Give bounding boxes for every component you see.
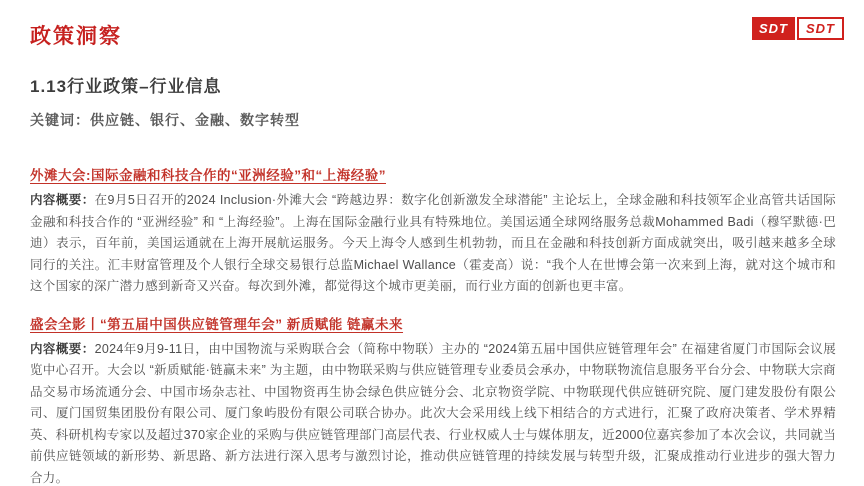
sdt-logo-solid-badge: SDT xyxy=(752,17,795,40)
keywords-line: 关键词：供应链、银行、金融、数字转型 xyxy=(30,112,300,128)
article-1-summary-text: 在9月5日召开的2024 Inclusion·外滩大会 “跨越边界：数字化创新激发全球潜能” 主论坛上，全球金融和科技领军企业高管共话国际金融和科技合作的 “亚洲经验” 和 “上海经验”。上海在国际金融行业具有特殊地位。美国运通全球网络服务总裁Mohammed Badi（穆罕默德·巴迪）表示，百年前，美国运通就在上海开展航运服务。今天上海令人感到生机勃勃，而且在金融和科技创新方面成就突出，吸引越来越多全球同行的关注。汇丰财富管理及个人银行全球交易银行总监Michael Wallance（霍麦高）说：“我个人在世博会第一次来到上海，就对这个城市和这个国家的深广潜力感到新奇又兴奋。每次到外滩，都觉得这个城市更美丽，而行业方面的创新也更丰富。 xyxy=(30,193,836,293)
article-2-heading-link[interactable]: 盛会全影丨“第五届中国供应链管理年会” 新质赋能 链赢未来 xyxy=(30,316,404,332)
section-number-subtitle: 1.13行业政策–行业信息 xyxy=(30,77,222,96)
sdt-logo-outline-badge: SDT xyxy=(797,17,844,40)
article-1-heading-link[interactable]: 外滩大会:国际金融和科技合作的“亚洲经验”和“上海经验” xyxy=(30,168,386,183)
summary-label: 内容概要： xyxy=(30,341,95,356)
summary-label: 内容概要： xyxy=(30,193,95,207)
sdt-logo xyxy=(752,17,844,40)
article-section-1 xyxy=(30,164,836,298)
article-2-summary xyxy=(30,339,836,486)
article-section-2 xyxy=(30,313,836,486)
article-2-summary-text: 2024年9月9-11日，由中国物流与采购联合会（简称中物联）主办的 “2024第五届中国供应链管理年会” 在福建省厦门市国际会议展览中心召开。大会以 “新质赋能·链赢未来” 为主题，由中物联采购与供应链管理专业委员会承办，中物联物流信息服务平台分会、中物联大宗商品交易市场流通分会、中国市场杂志社、中国物资再生协会绿色供应链分会、北京物资学院、中物联现代供应链研究院、厦门建发股份有限公司、厦门国贸集团股份有限公司、厦门象屿股份有限公司联合协办。此次大会采用线上线下相结合的方式进行，汇聚了政府决策者、学术界精英、科研机构专家以及超过370家企业的采购与供应链管理部门高层代表、行业权威人士与媒体朋友，近2000位嘉宾参加了本次会议，共同就当前供应链领域的新形势、新思路、新方法进行深入思考与激烈讨论，推动供应链管理的持续发展与转型升级，汇聚成推动行业进步的强大智力合力。 xyxy=(30,341,836,485)
article-1-summary xyxy=(30,190,836,298)
page-title: 政策洞察 xyxy=(30,25,122,48)
